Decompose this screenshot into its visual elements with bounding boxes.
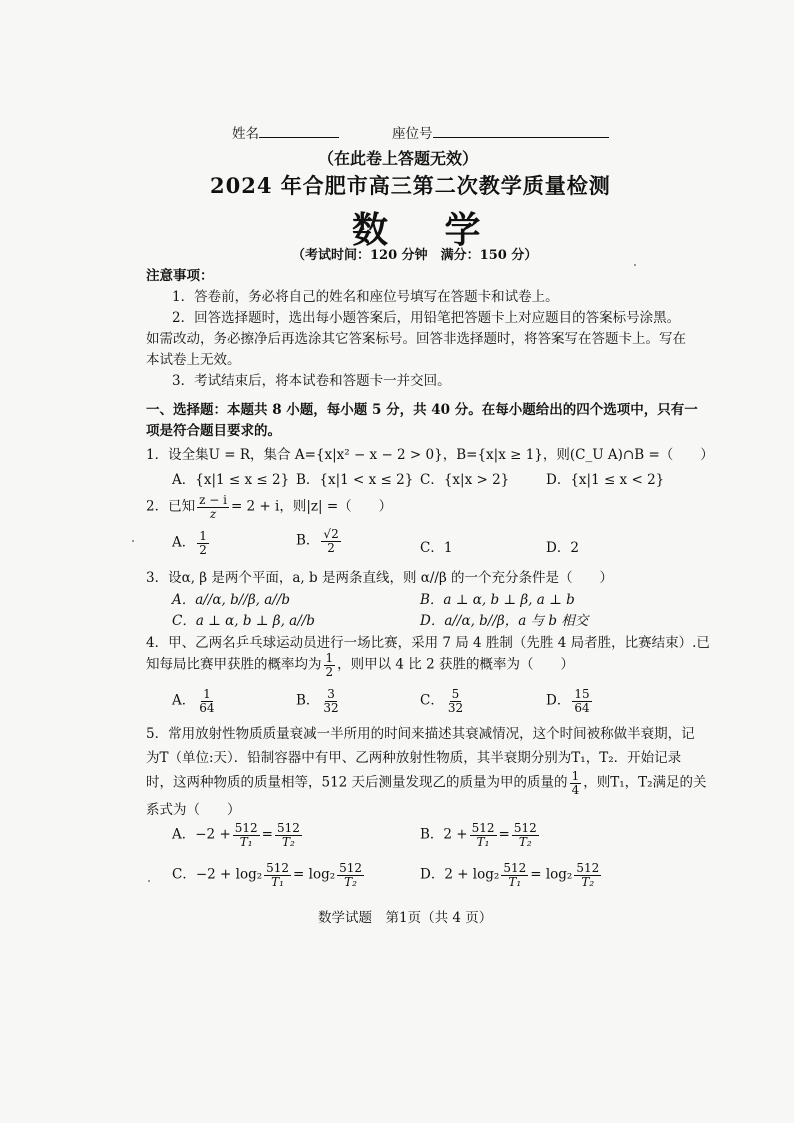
q4-stem-b-post: ，则甲以 4 比 2 获胜的概率为（ ） <box>337 656 574 673</box>
q4-stem-a: 4．甲、乙两名乒乓球运动员进行一场比赛，采用 7 局 4 胜制（先胜 4 局者胜，比赛结束）.已 <box>146 635 710 651</box>
q5-stem-c-post: ，则T₁，T₂满足的关 <box>583 774 707 791</box>
q4-d-frac <box>572 688 591 714</box>
q1-option-a: A．{x|1 ≤ x ≤ 2} <box>172 472 290 488</box>
q4-b-den: 32 <box>323 700 339 715</box>
q5-a-den1: T₁ <box>239 834 253 849</box>
q2-stem <box>146 494 392 520</box>
q5-d-pre: D．2 + log₂ <box>420 866 500 883</box>
q2-a-frac <box>197 530 209 556</box>
q3-option-a: A．a//α, b//β, a//b <box>172 592 291 608</box>
q2-fraction <box>197 494 229 520</box>
q1-stem: 1．设全集U = R，集合 A={x|x² − x − 2 > 0}，B={x|x ≥ 1}，则(C_U A)∩B =（ ） <box>146 447 714 463</box>
q4-c-label: C． <box>420 692 444 709</box>
q1-option-c: C．{x|x > 2} <box>420 472 510 488</box>
q5-stem-c <box>146 770 707 796</box>
page-footer: 数学试题 第1页（共 4 页） <box>318 910 493 926</box>
q4-half-frac <box>324 652 336 678</box>
invalid-note: （在此卷上答题无效） <box>318 149 479 168</box>
q5-stem-a: 5．常用放射性物质质量衰减一半所用的时间来描述其衰减情况，这个时间被称做半衰期，记 <box>146 726 695 742</box>
q4-half-den: 2 <box>325 664 334 679</box>
section-heading: 一、选择题：本题共 8 小题，每小题 5 分，共 40 分。在每小题给出的四个选项中，只有一 <box>146 402 698 418</box>
q2-option-b <box>296 528 343 554</box>
seat-field <box>392 122 609 142</box>
q5-d-frac2 <box>574 862 601 888</box>
q4-d-num: 15 <box>574 687 590 701</box>
q5-d-den2: T₂ <box>581 874 595 889</box>
q2-stem-post: = 2 + i，则|z| =（ ） <box>230 498 393 515</box>
q5-c-eq: = log₂ <box>293 866 336 883</box>
exam-time-info: （考试时间：120 分钟 满分：150 分） <box>292 248 538 263</box>
q5-option-b <box>420 822 541 848</box>
note-2c: 本试卷上无效。 <box>146 352 241 368</box>
q5-a-num2: 512 <box>276 821 300 835</box>
q5-b-frac2 <box>512 822 539 848</box>
subject-title: 数 学 <box>352 209 503 251</box>
q5-b-frac1 <box>470 822 497 848</box>
q3-stem: 3．设α, β 是两个平面，a, b 是两条直线，则 α//β 的一个充分条件是（ ） <box>146 570 614 586</box>
q5-quarter-num: 1 <box>571 769 580 783</box>
q2-b-label: B． <box>296 532 320 549</box>
q5-a-eq: = <box>261 826 273 843</box>
q5-d-num1: 512 <box>503 861 527 875</box>
q5-b-num1: 512 <box>471 821 495 835</box>
q4-option-d <box>546 688 594 714</box>
note-3: 3．考试结束后，将本试卷和答题卡一并交回。 <box>172 373 451 389</box>
q4-a-label: A． <box>172 692 196 709</box>
q5-quarter-den: 4 <box>571 782 580 797</box>
section-heading-cont: 项是符合题目要求的。 <box>146 423 281 439</box>
q5-a-pre: A．−2 + <box>172 826 231 843</box>
scan-speck <box>132 540 134 542</box>
q5-b-pre: B．2 + <box>420 826 468 843</box>
q4-b-label: B． <box>296 692 320 709</box>
q5-b-eq: = <box>498 826 510 843</box>
q4-a-frac <box>197 688 216 714</box>
q5-stem-d: 系式为（ ） <box>146 802 241 818</box>
q2-option-c: C．1 <box>420 540 453 556</box>
q5-stem-c-pre: 时，这两种物质的质量相等，512 天后测量发现乙的质量为甲的质量的 <box>146 774 568 791</box>
q5-c-num2: 512 <box>339 861 363 875</box>
q5-option-d <box>420 862 603 888</box>
q2-a-label: A． <box>172 534 196 551</box>
q5-quarter-frac <box>570 770 582 796</box>
q2-a-den: 2 <box>199 542 207 557</box>
q5-c-num1: 512 <box>266 861 290 875</box>
q5-option-a <box>172 822 304 848</box>
q4-b-num: 3 <box>327 687 335 701</box>
exam-title: 2024 年合肥市高三第二次教学质量检测 <box>210 173 611 198</box>
q5-d-den1: T₁ <box>508 874 522 889</box>
q4-option-a <box>172 688 219 714</box>
q2-option-d: D．2 <box>546 540 579 556</box>
q4-half-num: 1 <box>325 651 334 665</box>
q5-option-c <box>172 862 366 888</box>
q5-c-frac1 <box>264 862 291 888</box>
q2-a-num: 1 <box>199 529 207 543</box>
q2-b-den: 2 <box>327 540 335 555</box>
q1-option-d: D．{x|1 ≤ x < 2} <box>546 472 665 488</box>
q5-a-den2: T₂ <box>282 834 295 849</box>
q1-option-b: B．{x|1 < x ≤ 2} <box>296 472 414 488</box>
q5-a-num1: 512 <box>234 821 258 835</box>
q2-b-num: √2 <box>323 527 339 541</box>
q5-b-num2: 512 <box>513 821 537 835</box>
scan-speck <box>148 880 150 882</box>
q5-d-eq: = log₂ <box>530 866 573 883</box>
q2-frac-den: z <box>209 506 217 521</box>
note-1: 1．答卷前，务必将自己的姓名和座位号填写在答题卡和试卷上。 <box>172 289 559 305</box>
q4-d-den: 64 <box>574 700 590 715</box>
q2-frac-num: z − i <box>199 493 227 507</box>
note-2b: 如需改动，务必擦净后再选涂其它答案标号。回答非选择题时，将答案写在答题卡上。写在 <box>146 331 686 347</box>
q5-b-den1: T₁ <box>476 834 490 849</box>
q5-d-num2: 512 <box>576 861 600 875</box>
q5-c-den2: T₂ <box>344 874 357 889</box>
q4-option-c <box>420 688 467 714</box>
q5-d-frac1 <box>501 862 528 888</box>
q5-c-pre: C．−2 + log₂ <box>172 866 263 883</box>
q3-option-b: B．a ⊥ α, b ⊥ β, a ⊥ b <box>420 592 575 608</box>
q5-c-frac2 <box>337 862 364 888</box>
note-2a: 2．回答选择题时，选出每小题答案后，用铅笔把答题卡上对应题目的答案标号涂黑。 <box>172 310 681 326</box>
seat-label: 座位号 <box>392 126 433 142</box>
name-blank <box>259 123 339 138</box>
name-label: 姓名 <box>232 126 259 142</box>
q4-d-label: D． <box>546 692 571 709</box>
q5-c-den1: T₁ <box>271 874 284 889</box>
q4-a-den: 64 <box>199 700 215 715</box>
q4-c-den: 32 <box>447 700 464 715</box>
q3-option-c: C．a ⊥ α, b ⊥ β, a//b <box>172 613 315 629</box>
seat-blank <box>433 123 609 138</box>
q4-b-frac <box>321 688 340 714</box>
notes-heading: 注意事项： <box>146 268 214 284</box>
scan-speck <box>634 264 636 266</box>
q5-stem-b: 为T（单位:天）．铅制容器中有甲、乙两种放射性物质，其半衰期分别为T₁，T₂．开始记录 <box>146 750 682 766</box>
q2-option-a <box>172 530 211 556</box>
q4-a-num: 1 <box>203 687 211 701</box>
q4-option-b <box>296 688 343 714</box>
q4-c-frac <box>446 688 465 714</box>
q2-stem-pre: 2．已知 <box>146 498 196 515</box>
name-field <box>232 122 339 142</box>
q5-b-den2: T₂ <box>518 834 532 849</box>
q4-stem-b <box>146 652 574 678</box>
q3-option-d: D．a//α, b//β，a 与 b 相交 <box>420 613 589 629</box>
q2-b-frac <box>321 528 340 554</box>
q5-a-frac2 <box>275 822 302 848</box>
q5-a-frac1 <box>233 822 260 848</box>
q4-stem-b-pre: 知每局比赛甲获胜的概率均为 <box>146 656 322 673</box>
q4-c-num: 5 <box>451 687 460 701</box>
